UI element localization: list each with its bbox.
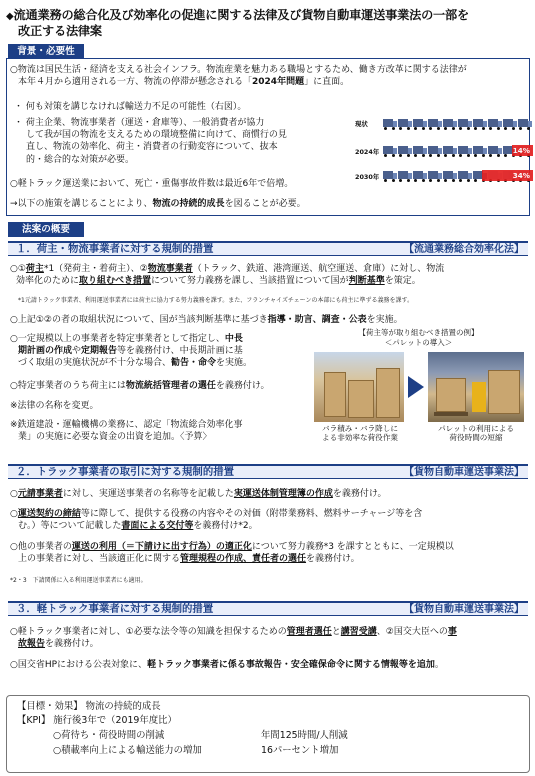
section3-l3: ○国交省HPにおける公表対象に、軽トラック事業者に係る事故報告・安全確保命令に関する情報等を追加。 [10,660,444,670]
kpi1-value: 年間125時間/人削減 [261,730,348,741]
kpi2-label: ○積載率向上による輸送能力の増加 [53,745,202,756]
section3-heading-bar [8,601,528,616]
section1-l1: ○①荷主*1（発荷主・着荷主）、②物流事業者（トラック、鉄道、港湾運送、航空運送、倉庫）に対し、物流 効率化のために取り組むべき措置について努力義務を課し、当該措置について国が判断基準を策定。 [10,264,445,287]
truck-icon [443,118,457,129]
chart-category-label: 2024年 [355,148,380,156]
truck-icon [428,170,442,181]
background-p2: ○軽トラック運送業において、死亡・重傷事故件数は最近6年で倍増。 [10,179,294,189]
section1-l3: ○上記①②の者の取組状況について、国が当該判断基準に基づき指導・助言、調査・公表を実施。 [10,315,403,325]
truck-icon [473,118,487,129]
section1-law: 【流通業務総合効率化法】 [404,244,524,255]
transport-capacity-chart [355,118,530,194]
background-sub2: ・ 荷主企業、物流事業者（運送・倉庫等）、一般消費者が協力 して我が国の物流を支えるための環境整備に向けて、商慣行の見 直し、物流の効率化、荷主・消費者の行動変容について、抜本 的・総合的な対策が必要。 [14,118,287,165]
title-line-1: 流通業務の総合化及び効率化の促進に関する法律及び貨物自動車運送事業法の一部を [13,8,470,22]
section1-l8: ※法律の名称を変更。 [10,401,99,411]
section1-heading-bar [8,241,528,256]
kpi1-label: ○荷待ち・荷役時間の削減 [53,730,165,741]
bulk-loading-photo [314,352,404,422]
truck-icon [488,118,502,129]
shortfall-bar: 14% [512,145,533,156]
section1-heading: １．荷主・物流事業者に対する規制的措置 [16,243,214,255]
chart-category-label: 2030年 [355,173,380,181]
summary-label: 法案の概要 [8,222,84,237]
truck-icon [398,118,412,129]
section2-heading-bar [8,464,528,479]
truck-icon [488,145,502,156]
truck-icon [518,118,532,129]
kpi2-value: 16パーセント増加 [261,745,339,756]
truck-icon [383,145,397,156]
truck-icon [428,145,442,156]
background-p3: →以下の施策を講じることにより、物流の持続的成長を図ることが必要。 [10,199,306,209]
truck-icon [473,145,487,156]
background-sub1: ・ 何も対策を講じなければ輸送力不足の可能性（右図）。 [14,102,247,112]
truck-icon [443,145,457,156]
truck-icon [413,170,427,181]
truck-icon [398,145,412,156]
goal-line: 【目標・効果】 物流の持続的成長 [17,701,161,712]
background-p1: ○物流は国民生活・経済を支える社会インフラ。物流産業を魅力ある職場とするため、働き方改革に関する法律が 本年４月から適用される一方、物流の停滞が懸念される「2024年問題」に直面。 [10,65,467,88]
pallet-photo [428,352,524,422]
truck-icon [413,118,427,129]
kpi-line: 【KPI】 施行後3年で（2019年度比） [17,715,177,726]
section1-l4: ○一定規模以上の事業者を特定事業者として指定し、中長 期計画の作成や定期報告等を義務付け、中長期計画に基 づく取組の実施状況が不十分な場合、勧告・命令を実施。 [10,334,253,369]
section1-note: *1元請トラック事業者、利用運送事業者には荷主に協力する努力義務を課す。また、フランチャイズチェーンの本部にも荷主に準ずる義務を課す。 [18,297,414,304]
section1-l7: ○特定事業者のうち荷主には物流統括管理者の選任を義務付け。 [10,381,270,391]
section2-l4: ○他の事業者の運送の利用（＝下請けに出す行為）の適正化について努力義務*3 を課すとともに、一定規模以 上の事業者に対し、当該適正化に関する管理規程の作成、責任者の選任を義務付け。 [10,542,454,565]
section2-heading: ２．トラック事業者の取引に対する規制的措置 [16,466,234,478]
truck-icon [503,118,517,129]
section2-law: 【貨物自動車運送事業法】 [404,467,524,478]
truck-icon [398,170,412,181]
truck-icon [413,145,427,156]
pallet-caption: パレットの利用による 荷役時間の短縮 [438,424,514,443]
right-arrow-icon [408,376,424,398]
title-line-2: 改正する法律案 [18,23,102,38]
truck-icon [443,170,457,181]
section3-law: 【貨物自動車運送事業法】 [404,604,524,615]
truck-icon [458,118,472,129]
section1-l9: ※鉄道建設・運輸機構の業務に、認定「物流総合効率化事 業」の実施に必要な資金の出資を追加。〈予算〉 [10,420,243,443]
background-label: 背景・必要性 [8,44,84,59]
truck-icon [428,118,442,129]
truck-icon [383,170,397,181]
section2-note: *2・3 下請関係に入る利用運送事業者にも適用。 [10,577,147,584]
section3-l1: ○軽トラック事業者に対し、①必要な法令等の知識を担保するための管理者選任と講習受講、②国交大臣への事 故報告を義務付け。 [10,627,457,650]
truck-row [383,118,532,129]
truck-icon [383,118,397,129]
pallet-example [310,328,527,448]
shortfall-bar: 34% [482,170,533,181]
goal-box [6,695,530,773]
pallet-example-title: 【荷主等が取り組むべき措置の例】 ＜パレットの導入＞ [358,328,479,347]
bulk-loading-caption: バラ積み・バラ降しに よる非効率な荷役作業 [322,424,398,443]
truck-icon [458,145,472,156]
chart-category-label: 現状 [355,120,368,128]
truck-icon [458,170,472,181]
truck-row [383,145,532,156]
section3-heading: ３．軽トラック事業者に対する規制的措置 [16,603,214,615]
section2-l1: ○元請事業者に対し、実運送事業者の名称等を記載した実運送体制管理簿の作成を義務付け。 [10,489,387,499]
section2-l2: ○運送契約の締結等に際して、提供する役務の内容やその対価（附帯業務料、燃料サーチャージ等を含 む。）等について記載した書面による交付等を義務付け*2。 [10,509,423,532]
document-title: ◆流通業務の総合化及び効率化の促進に関する法律及び貨物自動車運送事業法の一部を 改正する法律案 [6,8,526,40]
